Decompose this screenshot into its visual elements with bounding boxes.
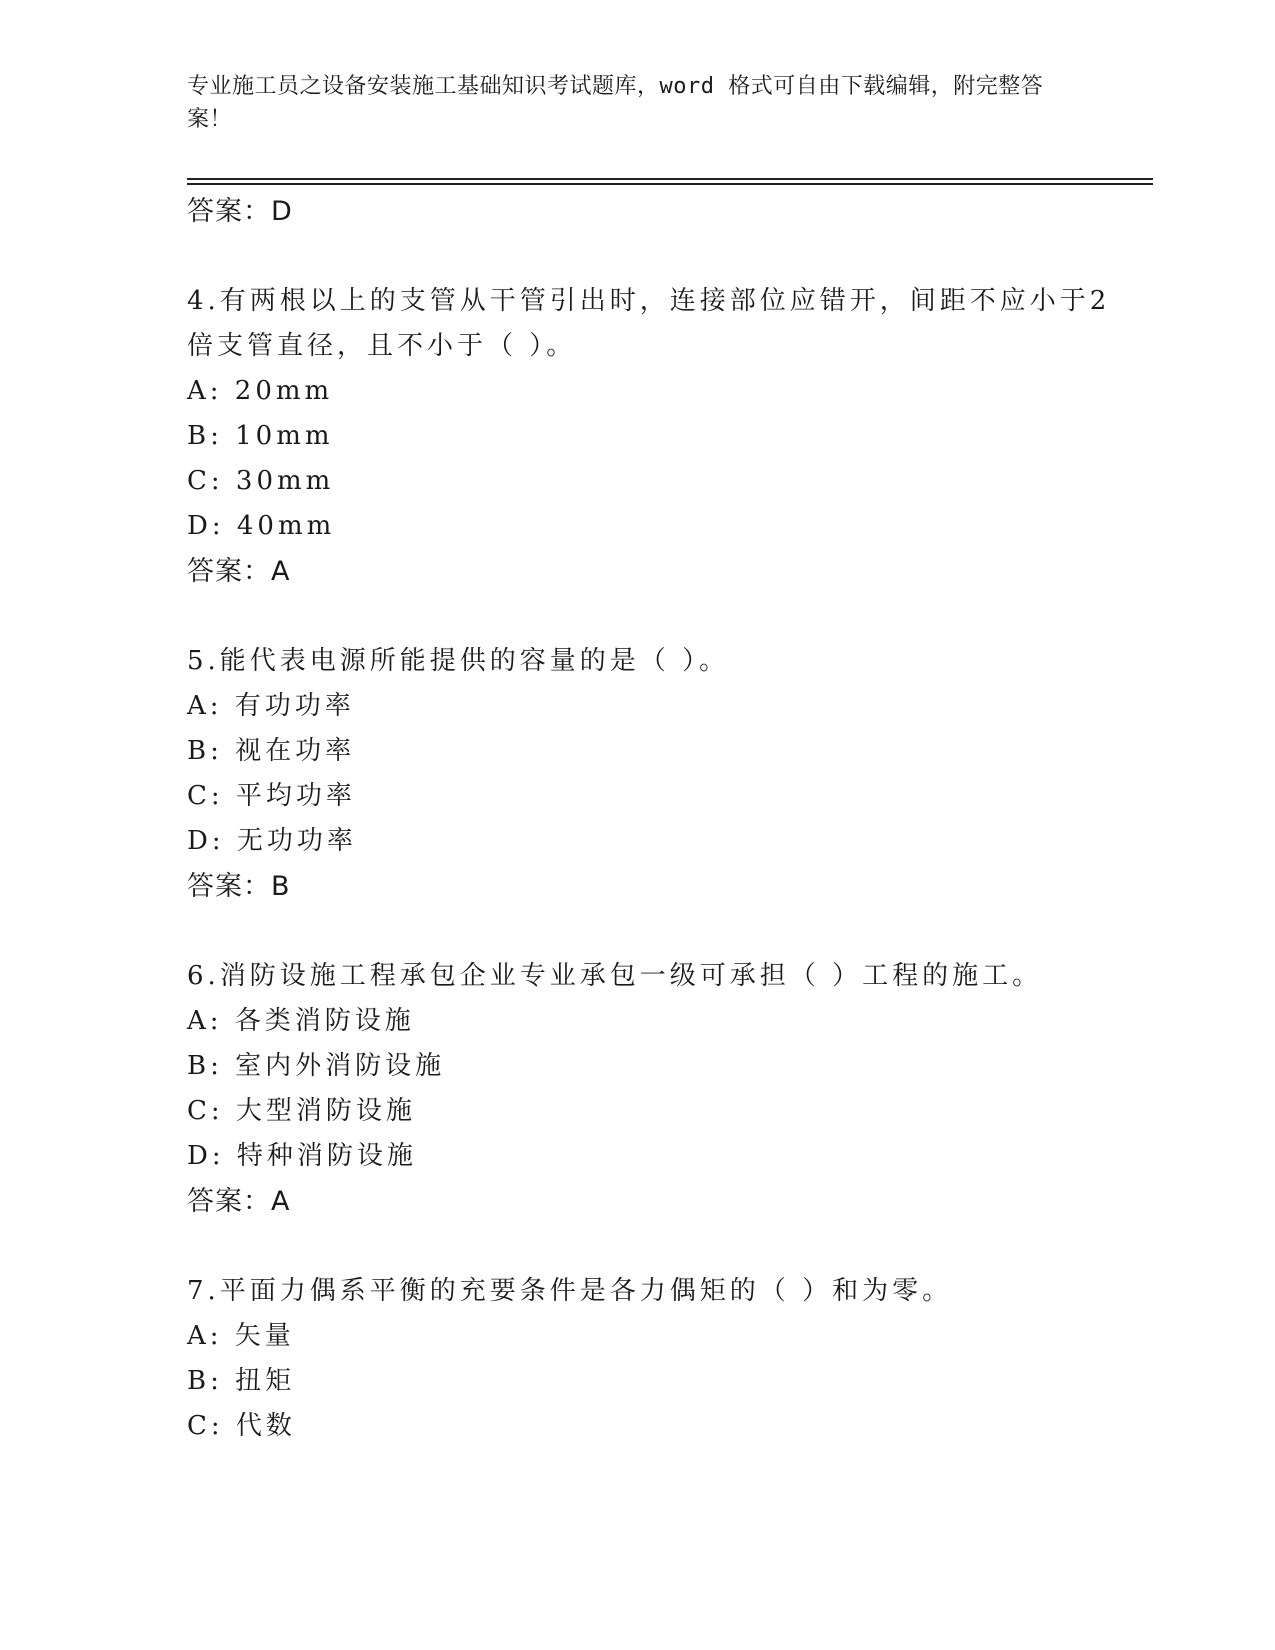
option-b: B: 10mm [187,421,334,451]
question-text: 6.消防设施工程承包企业专业承包一级可承担（ ）工程的施工。 [187,961,1043,991]
header-rule-bottom [187,183,1153,185]
question-text: 7.平面力偶系平衡的充要条件是各力偶矩的（ ）和为零。 [187,1276,953,1306]
option-a: A: 矢量 [187,1321,295,1351]
question-4 [187,279,1137,594]
option-a: A: 有功功率 [187,691,355,721]
answer-label: 答案：B [187,871,291,902]
header-rule-top [187,178,1153,180]
option-c: C: 30mm [187,466,335,496]
option-b: B: 视在功率 [187,736,356,766]
document-body [187,189,1137,1449]
option-a: A: 各类消防设施 [187,1006,415,1036]
option-a: A: 20mm [187,376,334,406]
option-b: B: 扭矩 [187,1366,296,1396]
answer-label: 答案：A [187,1186,291,1217]
option-c: C: 平均功率 [187,781,356,811]
question-6 [187,954,1137,1224]
question-5 [187,639,1137,909]
option-c: C: 代数 [187,1411,296,1441]
option-d: D: 无功功率 [187,826,357,856]
document-header: 专业施工员之设备安装施工基础知识考试题库，word 格式可自由下载编辑，附完整答案！ [187,74,1044,132]
option-d: D: 特种消防设施 [187,1141,417,1171]
question-7 [187,1269,1137,1449]
option-b: B: 室内外消防设施 [187,1051,446,1081]
answer-label: 答案：D [187,196,293,227]
question-text: 5.能代表电源所能提供的容量的是（ ）。 [187,646,730,676]
option-c: C: 大型消防设施 [187,1096,416,1126]
option-d: D: 40mm [187,511,336,541]
answer-label: 答案：A [187,556,291,587]
question-text: 4.有两根以上的支管从干管引出时，连接部位应错开，间距不应小于2倍支管直径，且不小于（ ）。 [187,286,1111,361]
